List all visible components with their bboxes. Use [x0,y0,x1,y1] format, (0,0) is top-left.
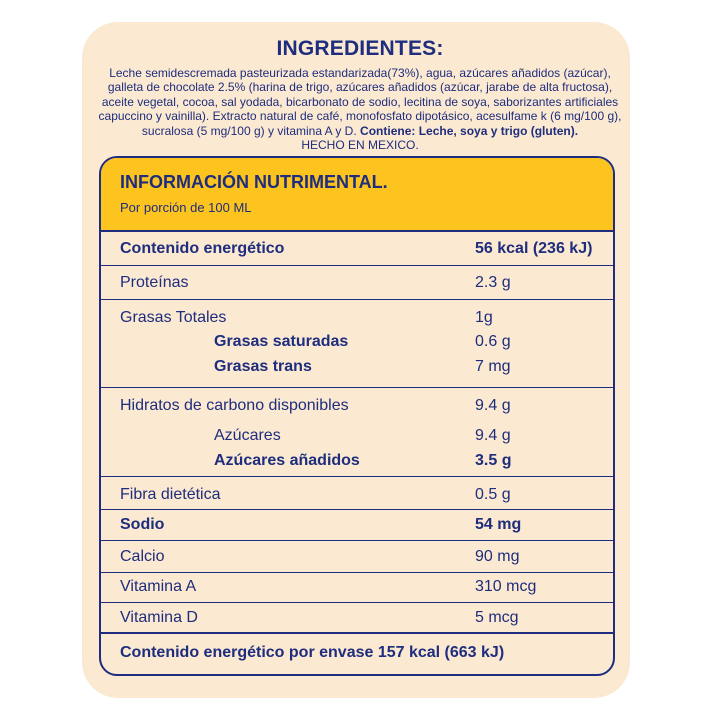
protein-value: 2.3 g [475,274,511,291]
added-sugars-value: 3.5 g [475,452,512,469]
row-divider [101,509,613,510]
fat-total-value: 1g [475,309,493,326]
sodium-label: Sodio [120,516,165,533]
vitamin-a-value: 310 mcg [475,578,537,595]
fat-trans-label: Grasas trans [214,358,312,375]
header-divider [101,230,613,232]
row-divider [101,572,613,573]
protein-label: Proteínas [120,274,189,291]
sodium-value: 54 mg [475,516,522,533]
energy-value: 56 kcal (236 kJ) [475,240,593,257]
fat-total-label: Grasas Totales [120,309,227,326]
calcium-value: 90 mg [475,548,520,565]
ingredients-title: INGREDIENTES: [276,37,444,60]
ingredients-list: Leche semidescremada pasteurizada estandarizada(73%), agua, azúcares añadidos (azúcar), galleta de chocolate 2.5% (harina de trigo, azúcares añadidos (azúcar, jarabe de alta fructosa), aceite vegetal, cocoa, sal yodada, bicarbonato de sodio, lecitina de soya, saborizantes artificiales capuccino y vainilla). Extracto natural de café, monofosfato dipotásico, acesulfame k (6 mg/100 g), sucralosa (5 mg/100 g) y vitamina A y D. [98,66,622,138]
fat-saturated-label: Grasas saturadas [214,333,349,350]
calcium-label: Calcio [120,548,165,565]
row-divider [101,602,613,603]
carbs-value: 9.4 g [475,397,511,414]
row-divider [101,540,613,541]
fat-saturated-value: 0.6 g [475,333,511,350]
row-divider [101,299,613,300]
row-divider [101,476,613,477]
allergen-statement: Contiene: Leche, soya y trigo (gluten). [360,123,579,138]
carbs-label: Hidratos de carbono disponibles [120,397,349,414]
nutrition-table [99,156,615,676]
vitamin-d-value: 5 mcg [475,609,519,626]
fiber-value: 0.5 g [475,486,511,503]
sugars-value: 9.4 g [475,427,511,444]
fat-trans-value: 7 mg [475,358,511,375]
per-container-energy: Contenido energético por envase 157 kcal (663 kJ) [120,644,505,661]
serving-size: Por porción de 100 ML [120,200,252,215]
sugars-label: Azúcares [214,427,281,444]
ingredients-text [96,66,624,152]
origin-statement: HECHO EN MEXICO. [301,138,419,153]
fiber-label: Fibra dietética [120,486,221,503]
row-divider [101,265,613,266]
added-sugars-label: Azúcares añadidos [214,452,360,469]
row-divider [101,387,613,388]
footer-divider [101,632,613,634]
vitamin-d-label: Vitamina D [120,609,198,626]
nutrition-header [101,158,613,230]
vitamin-a-label: Vitamina A [120,578,197,595]
energy-label: Contenido energético [120,240,285,257]
nutrition-title: INFORMACIÓN NUTRIMENTAL. [120,172,388,192]
